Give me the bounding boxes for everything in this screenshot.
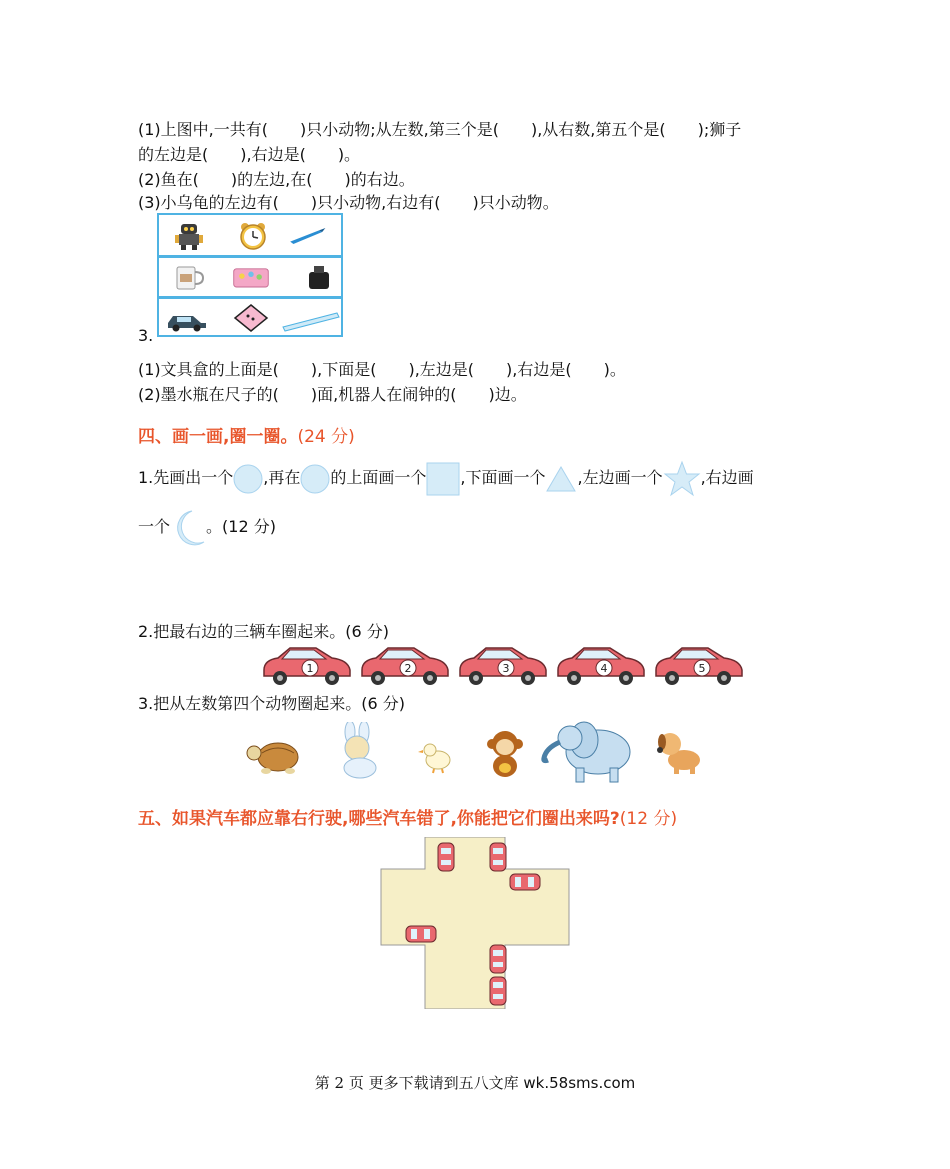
numbered-car-4 [554, 640, 646, 688]
q1-text-6: ,右边画 [700, 468, 754, 487]
q1-text-1: 1.先画出一个 [138, 468, 234, 487]
question-1-line-1: (1)上图中,一共有( )只小动物;从左数,第三个是( ),从右数,第五个是( );狮子 [138, 120, 742, 139]
numbered-car-1 [260, 640, 352, 688]
car-right-arm [510, 874, 540, 890]
problem-3-question-1: (1)文具盒的上面是( ),下面是( ),左边是( ),右边是( )。 [138, 360, 626, 379]
cars-row [260, 640, 730, 690]
question-1-line-2: 的左边是( ),右边是( )。 [138, 145, 361, 164]
ink-bottle-icon [299, 262, 339, 292]
footer-page: 第 2 页 更多下载请到五八文库 [314, 1074, 519, 1092]
q1-text-7: 一个 [138, 517, 171, 536]
numbered-car-5 [652, 640, 744, 688]
turtle-icon [244, 735, 308, 777]
numbered-car-2 [358, 640, 450, 688]
problem-3-number: 3. [138, 326, 154, 345]
mug-icon [169, 262, 209, 292]
q1-text-8: 。(12 分) [206, 517, 276, 536]
square-shape-icon [426, 462, 460, 496]
circle-shape-icon [233, 464, 263, 494]
car-number-label: 4 [600, 662, 608, 675]
elephant-icon [540, 714, 640, 786]
section-5-points: (12 分) [619, 809, 678, 829]
car-bottom-2 [490, 977, 506, 1005]
section-4-title: 四、画一画,圈一圈。 [138, 427, 298, 447]
dog-icon [654, 728, 704, 776]
section-4-question-1 [138, 458, 754, 498]
stationery-shelf [157, 213, 343, 337]
section-4-question-1-line-2 [138, 505, 276, 549]
question-3: (3)小乌龟的左边有( )只小动物,右边有( )只小动物。 [138, 193, 559, 212]
car-number-label: 1 [306, 662, 314, 675]
question-2: (2)鱼在( )的左边,在( )的右边。 [138, 170, 415, 189]
alarm-clock-icon [233, 221, 273, 251]
car-number-label: 2 [404, 662, 412, 675]
car-number-label: 5 [698, 662, 706, 675]
problem-3-question-2: (2)墨水瓶在尺子的( )面,机器人在闹钟的( )边。 [138, 385, 527, 404]
section-4-question-3: 3.把从左数第四个动物圈起来。(6 分) [138, 694, 406, 713]
section-4-points: (24 分) [297, 427, 355, 447]
car-top-right [490, 843, 506, 871]
numbered-car-3 [456, 640, 548, 688]
shelf-row-2 [159, 258, 341, 296]
toy-car-icon [165, 303, 209, 333]
triangle-shape-icon [545, 465, 577, 493]
q1-text-2: ,再在 [263, 468, 301, 487]
shelf-row-3 [159, 299, 341, 337]
section-5-heading [138, 804, 677, 829]
car-bottom-1 [490, 945, 506, 973]
duck-icon [418, 740, 454, 774]
moon-shape-icon [170, 508, 206, 548]
pencil-case-icon [231, 262, 271, 292]
ruler-icon [281, 303, 341, 333]
q1-text-4: ,下面画一个 [460, 468, 546, 487]
q1-text-3: 的上面画一个 [330, 468, 427, 487]
shelf-row-1 [159, 217, 341, 255]
book-icon [231, 303, 271, 333]
footer-site-link[interactable]: wk.58sms.com [523, 1074, 636, 1092]
car-top-left [438, 843, 454, 871]
q1-text-5: ,左边画一个 [577, 468, 663, 487]
crossroad-map [380, 837, 570, 1009]
section-4-heading [138, 422, 355, 447]
robot-icon [169, 221, 209, 251]
car-left-arm [406, 926, 436, 942]
section-5-title: 五、如果汽车都应靠右行驶,哪些汽车错了,你能把它们圈出来吗? [138, 809, 620, 829]
star-shape-icon [663, 460, 701, 498]
circle-shape-icon [300, 464, 330, 494]
rabbit-icon [332, 722, 384, 780]
section-4-question-2: 2.把最右边的三辆车圈起来。(6 分) [138, 622, 390, 641]
page-footer [0, 1072, 950, 1093]
pen-icon [287, 221, 327, 251]
monkey-icon [484, 728, 526, 778]
car-number-label: 3 [502, 662, 510, 675]
